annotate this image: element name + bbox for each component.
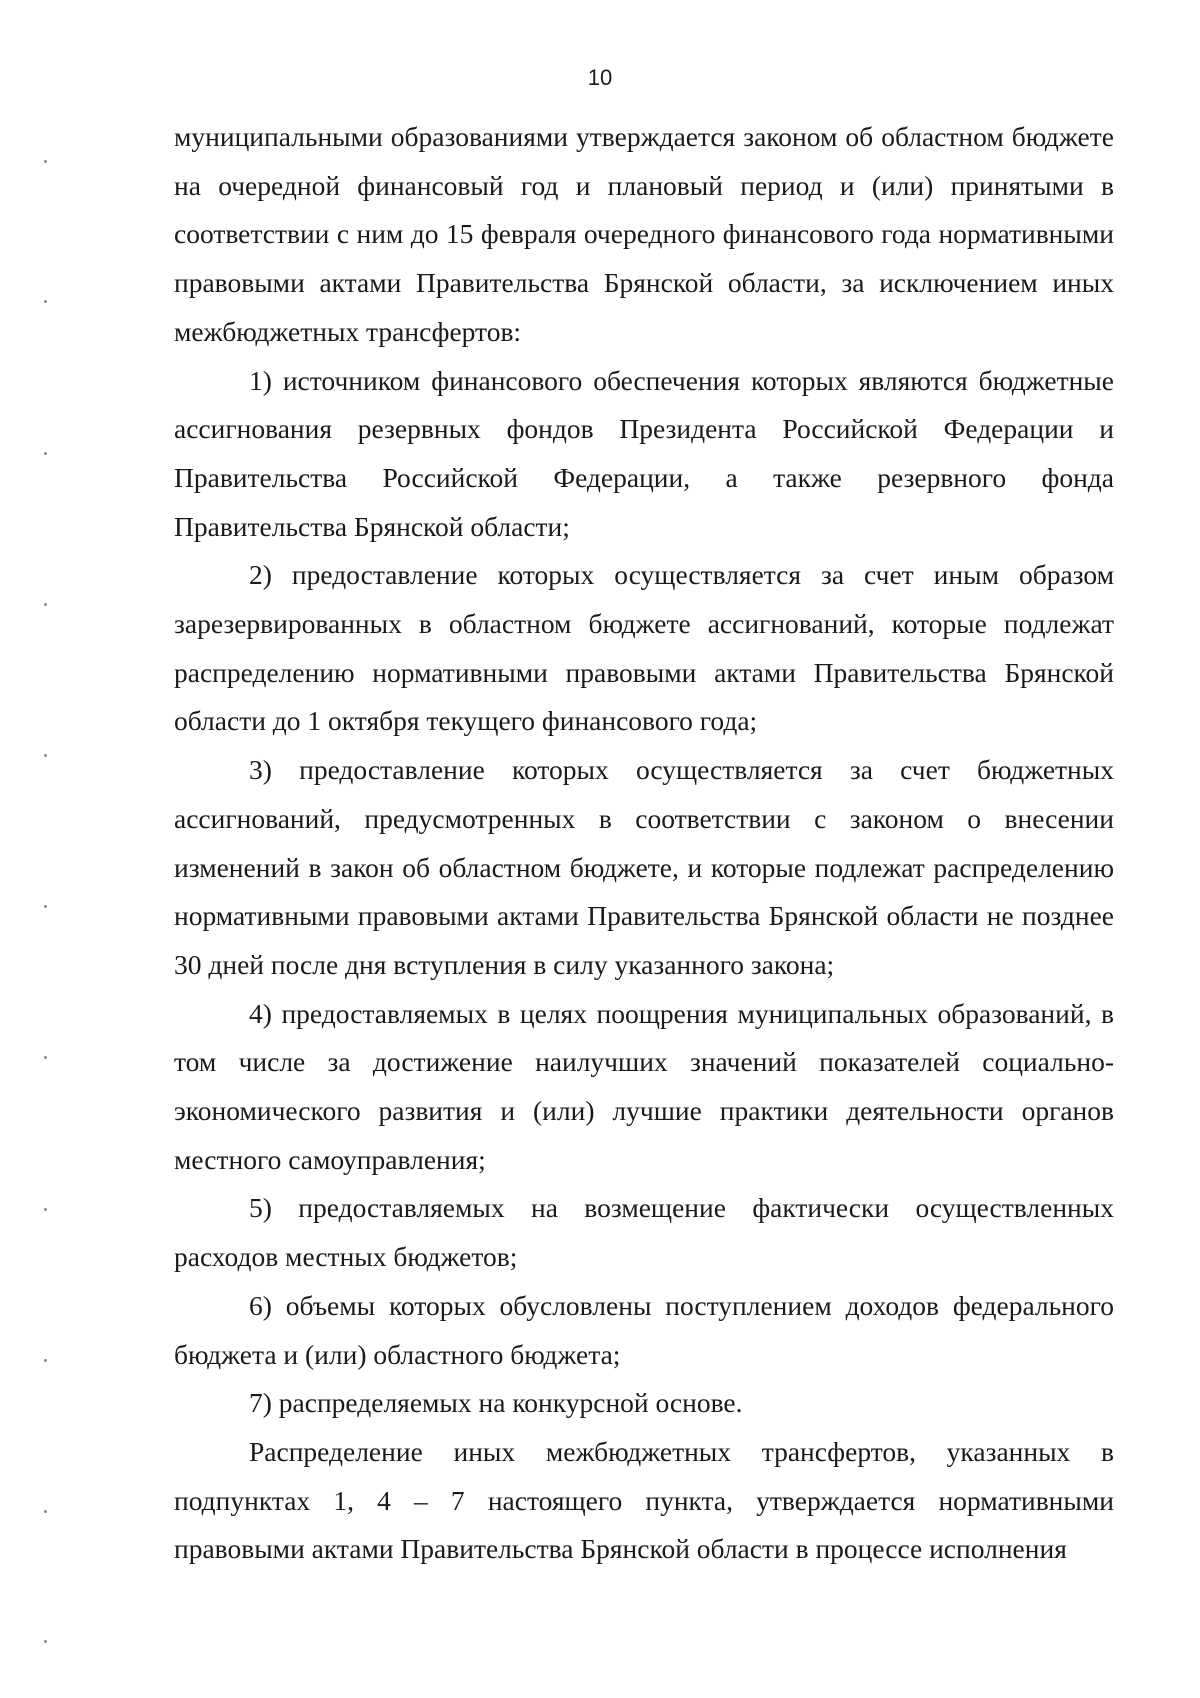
scan-speck [44,1640,47,1643]
list-item-4: 4) предоставляемых в целях поощрения муниципальных образований, в том числе за достижение наилучших значений показателей социально-экономического развития и (или) лучшие практики деятельности органов местного самоуправления; [174,997,1114,1175]
list-item-2: 2) предоставление которых осуществляется за счет иным образом зарезервированных в областном бюджете ассигнований, которые подлежат распределению нормативными правовыми актами Правительства Брянской области до 1 октября текущего финансового года; [174,559,1114,737]
scan-speck [44,452,47,455]
scan-speck [44,1359,47,1362]
page-number: 10 [587,65,613,90]
list-item-6: 6) объемы которых обусловлены поступлением доходов федерального бюджета и (или) областного бюджета; [174,1289,1114,1370]
scan-speck [44,603,47,606]
list-item-3: 3) предоставление которых осуществляется за счет бюджетных ассигнований, предусмотренных в соответствии с законом о внесении изменений в закон об областном бюджете, и которые подлежат распределению нормативными правовыми актами Правительства Брянской области не позднее 30 дней после дня вступления в силу указанного закона; [174,754,1114,980]
scan-speck [44,160,47,163]
paragraph-distribution: Распределение иных межбюджетных трансфертов, указанных в подпунктах 1, 4 – 7 настоящего пункта, утверждается нормативными правовыми актами Правительства Брянской области в процессе исполнения [174,1435,1114,1565]
list-item-7: 7) распределяемых на конкурсной основе. [249,1387,743,1419]
scan-speck [44,1056,47,1059]
list-item-1: 1) источником финансового обеспечения которых являются бюджетные ассигнования резервных фондов Президента Российской Федерации и Правительства Российской Федерации, а также резервного фонда Правительства Брянской области; [174,364,1114,542]
scan-speck [44,905,47,908]
scan-speck [44,1208,47,1211]
scan-speck [44,300,47,303]
paragraph-intro: муниципальными образованиями утверждается законом об областном бюджете на очередной финансовый год и плановый период и (или) принятыми в соответствии с ним до 15 февраля очередного финансового года нормативными правовыми актами Правительства Брянской области, за исключением иных межбюджетных трансфертов: [174,121,1114,347]
document-body [174,113,1114,1574]
scan-speck [44,1510,47,1513]
scan-speck [44,754,47,757]
list-item-5: 5) предоставляемых на возмещение фактически осуществленных расходов местных бюджетов; [174,1192,1114,1273]
